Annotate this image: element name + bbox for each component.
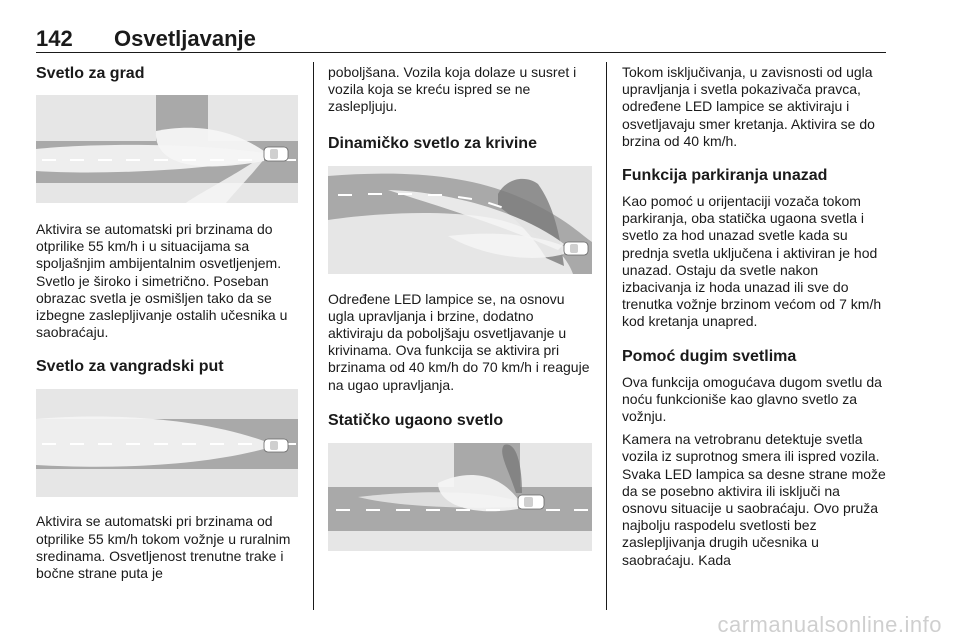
town-light-illustration (36, 95, 298, 203)
section-heading-high-beam-assist: Pomoć dugim svetlima (622, 347, 797, 365)
section-heading-country-light: Svetlo za vangradski put (36, 358, 224, 376)
car-icon (564, 242, 588, 255)
cornering-light-illustration (328, 166, 592, 274)
section-heading-reverse-parking: Funkcija parkiranja unazad (622, 167, 828, 185)
country-light-illustration (36, 389, 298, 497)
country-light-text-cont: poboljšana. Vozila koja dolaze u susret i vozila koja se kreću ispred se ne zaslepljuju. (328, 64, 577, 115)
column-3 (622, 64, 888, 569)
column-2 (328, 64, 592, 551)
car-icon (264, 439, 288, 452)
reverse-parking-text: Kao pomoć u orijentaciji vozača tokom parkiranja, oba statička ugaona svetla i svetlo za hod unazad svetle kada su prednja svetla uključena i aktiviran je hod unazad. Ostaju da svetle nakon izbacivanja iz hoda unazad ili sve do trenutka vožnje brzinom većom od 7 km/h kod kretanja unapred. (622, 193, 882, 330)
static-cornering-light-text: Tokom isključivanja, u zavisnosti od ugla upravljanja i svetla pokazivača pravca, određene LED lampice se aktiviraju i osvetljavaju smer kretanja. Aktivira se do brzina od 40 km/h. (622, 64, 875, 149)
country-light-text: Aktivira se automatski pri brzinama od otprilike 55 km/h tokom vožnje u ruralnim sredinama. Osvetljenost trenutne trake i bočne strane puta je (36, 513, 291, 582)
section-heading-static-cornering-light: Statičko ugaono svetlo (328, 411, 504, 429)
car-icon (264, 147, 288, 161)
car-icon (518, 495, 544, 509)
column-divider-2 (606, 62, 607, 610)
static-cornering-light-illustration (328, 443, 592, 551)
high-beam-assist-text-1: Ova funkcija omogućava dugom svetlu da noću funkcioniše kao glavno svetlo za vožnju. (622, 373, 882, 425)
chapter-title: Osvetljavanje (114, 26, 256, 51)
cornering-light-text: Određene LED lampice se, na osnovu ugla upravljanja i brzine, dodatno aktiviraju da poboljšaju osvetljavanje u krivinama. Ova funkcija se aktivira pri brzinama od 40 km/h do 70 km/h i reaguje na ugao upravljanja. (328, 290, 590, 393)
high-beam-assist-text-2: Kamera na vetrobranu detektuje svetla vozila iz suprotnog smera ili ispred vozila. Svaka LED lampica sa desne strane može da se posebno aktivira ili isključi na osnovu situacije u saobraćaju. Ovo pruža najbolju raspodelu svetlosti bez zaslepljivanja drugih učesnika u saobraćaju. Kada (622, 431, 886, 568)
town-light-text: Aktivira se automatski pri brzinama do otprilike 55 km/h i u situacijama sa spoljašnjim ambijentalnim osvetljenjem. Svetlo je široko i simetrično. Poseban obrazac svetla je osmišljen tako da se izbegne zaslepljivanje ostalih učesnika u saobraćaju. (36, 221, 288, 341)
column-divider-1 (313, 62, 314, 610)
section-heading-cornering-light: Dinamičko svetlo za krivine (328, 134, 537, 152)
section-heading-town-light: Svetlo za grad (36, 65, 145, 82)
page-number: 142 (36, 26, 73, 51)
watermark: carmanualsonline.info (717, 612, 942, 637)
column-1 (36, 64, 298, 582)
header-divider (36, 52, 886, 53)
